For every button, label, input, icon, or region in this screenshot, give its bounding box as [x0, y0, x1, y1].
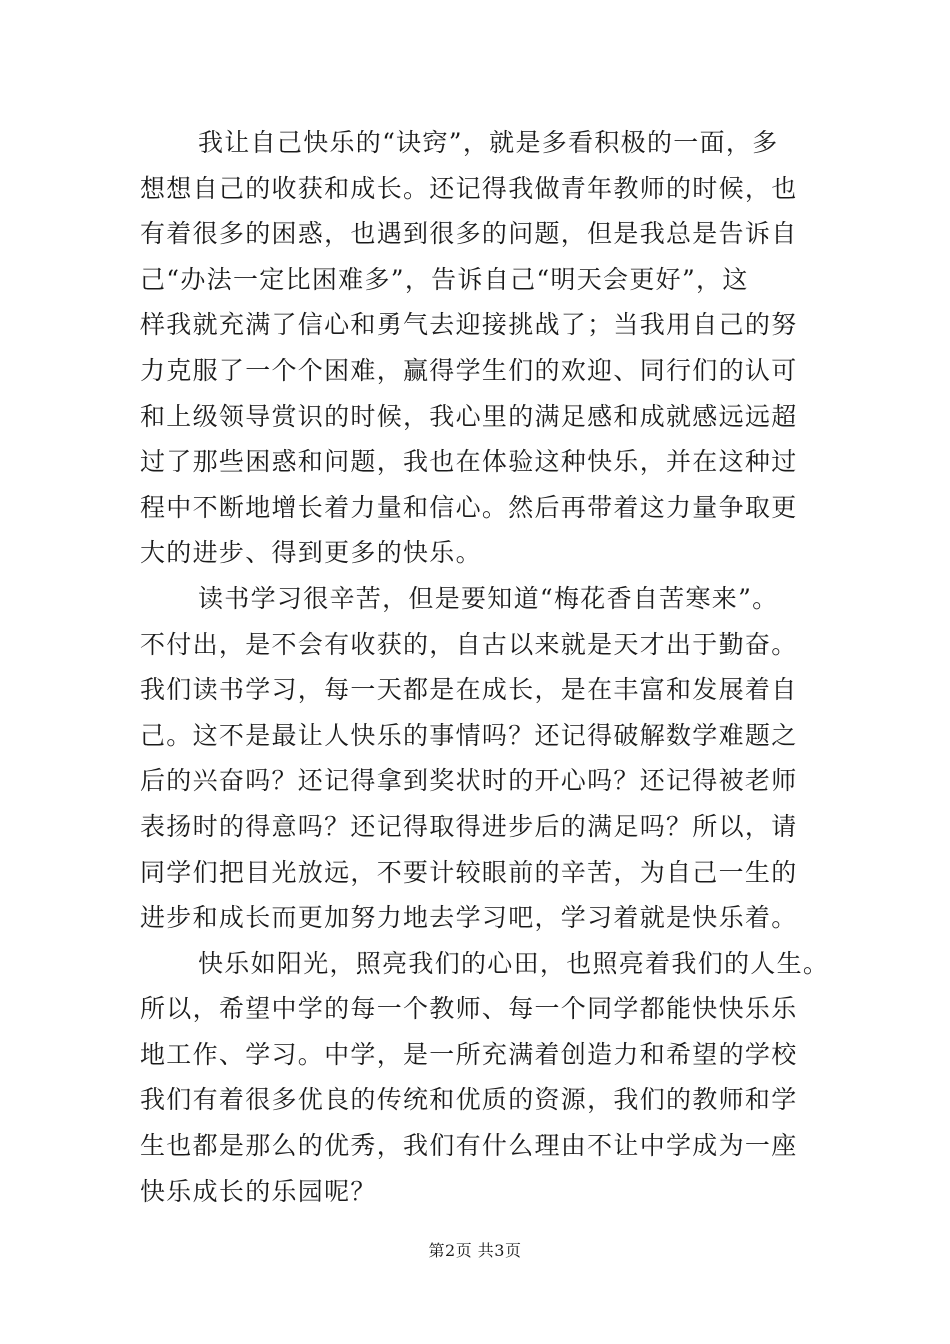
paragraph-1-line-5: 样我就充满了信心和勇气去迎接挑战了；当我用自己的努	[140, 310, 798, 340]
paragraph-1-line-8: 过了那些困惑和问题，我也在体验这种快乐，并在这种过	[140, 447, 798, 477]
paragraph-3-line-3: 地工作、学习。中学，是一所充满着创造力和希望的学校	[140, 1039, 798, 1069]
paragraph-2-line-3: 我们读书学习，每一天都是在成长，是在丰富和发展着自	[140, 675, 798, 705]
paragraph-2-line-1: 读书学习很辛苦，但是要知道“梅花香自苦寒来”。	[198, 583, 779, 613]
paragraph-3-line-5: 生也都是那么的优秀，我们有什么理由不让中学成为一座	[140, 1131, 798, 1161]
paragraph-2-line-5: 后的兴奋吗？还记得拿到奖状时的开心吗？还记得被老师	[140, 766, 798, 796]
paragraph-1-line-1: 我让自己快乐的“诀窍”，就是多看积极的一面，多	[198, 128, 779, 157]
paragraph-3-line-4: 我们有着很多优良的传统和优质的资源，我们的教师和学	[140, 1085, 798, 1115]
paragraph-3-line-6: 快乐成长的乐园呢？	[140, 1176, 377, 1206]
body-text	[140, 120, 830, 1214]
paragraph-2-line-2: 不付出，是不会有收获的，自古以来就是天才出于勤奋。	[140, 629, 798, 659]
paragraph-2-line-4: 己。这不是最让人快乐的事情吗？还记得破解数学难题之	[140, 720, 798, 750]
paragraph-1-line-9: 程中不断地增长着力量和信心。然后再带着这力量争取更	[140, 492, 798, 522]
paragraph-2-line-8: 进步和成长而更加努力地去学习吧，学习着就是快乐着。	[140, 903, 798, 933]
paragraph-3-line-1: 快乐如阳光，照亮我们的心田，也照亮着我们的人生。	[198, 948, 830, 978]
paragraph-1-line-10: 大的进步、得到更多的快乐。	[140, 538, 482, 568]
paragraph-1-line-6: 力克服了一个个困难，赢得学生们的欢迎、同行们的认可	[140, 355, 798, 385]
paragraph-2-line-6: 表扬时的得意吗？还记得取得进步后的满足吗？所以，请	[140, 811, 798, 841]
paragraph-1-line-3: 有着很多的困惑，也遇到很多的问题，但是我总是告诉自	[140, 219, 798, 249]
paragraph-2-line-7: 同学们把目光放远，不要计较眼前的辛苦，为自己一生的	[140, 857, 798, 887]
paragraph-1-line-7: 和上级领导赏识的时候，我心里的满足感和成就感远远超	[140, 401, 798, 431]
paragraph-1-line-4: 己“办法一定比困难多”，告诉自己“明天会更好”，这	[140, 264, 749, 294]
page-indicator: 第2页 共3页	[428, 1241, 522, 1260]
paragraph-3-line-2: 所以，希望中学的每一个教师、每一个同学都能快快乐乐	[140, 994, 798, 1024]
paragraph-1-line-2: 想想自己的收获和成长。还记得我做青年教师的时候，也	[140, 173, 798, 203]
